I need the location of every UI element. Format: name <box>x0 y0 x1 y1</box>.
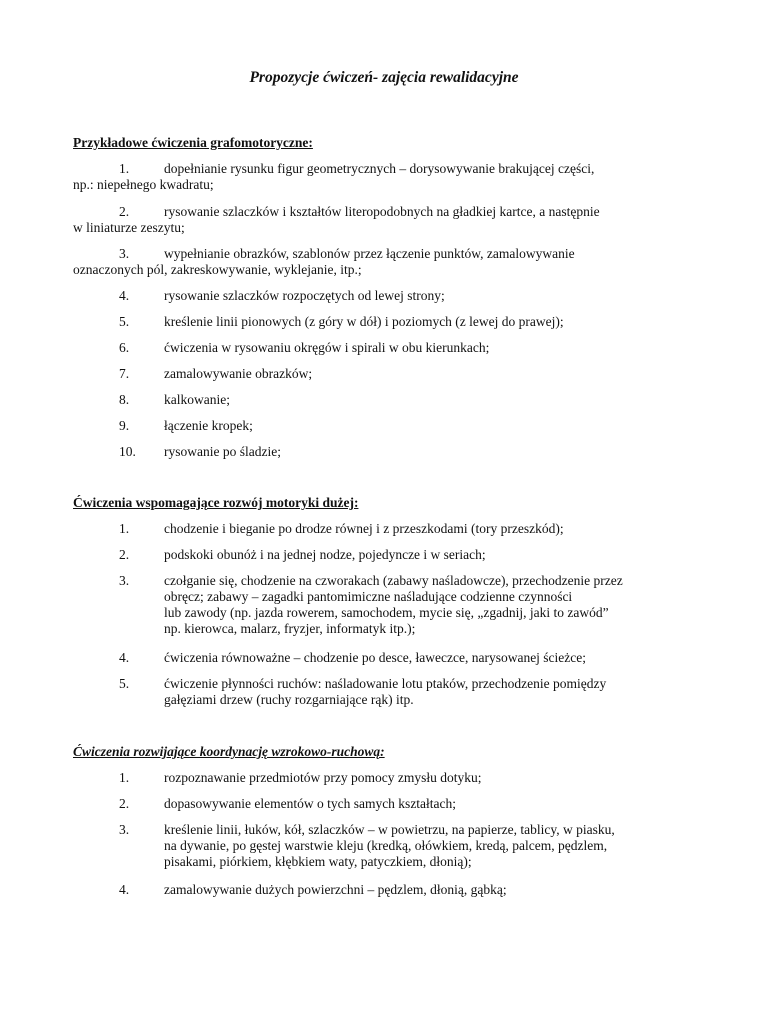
list-item <box>73 573 703 637</box>
section-heading-motoryka-duza: Ćwiczenia wspomagające rozwój motoryki dużej: <box>73 495 359 510</box>
item-text: rozpoznawanie przedmiotów przy pomocy zmysłu dotyku; <box>164 770 482 785</box>
list-item <box>73 676 703 708</box>
item-text: ćwiczenia równoważne – chodzenie po desce, ławeczce, narysowanej ścieżce; <box>164 650 587 665</box>
item-number: 3. <box>119 573 130 588</box>
item-text: ćwiczenie płynności ruchów: naśladowanie lotu ptaków, przechodzenie pomiędzy <box>164 676 607 691</box>
item-text: kalkowanie; <box>164 392 230 407</box>
item-text: gałęziami drzew (ruchy rozgarniające rąk) itp. <box>164 692 414 707</box>
item-number: 2. <box>119 547 130 562</box>
item-number: 4. <box>119 288 130 303</box>
list-item <box>73 418 703 434</box>
item-text: kreślenie linii pionowych (z góry w dół) i poziomych (z lewej do prawej); <box>164 314 564 329</box>
list-item <box>73 444 703 460</box>
item-number: 7. <box>119 366 130 381</box>
item-text: dopasowywanie elementów o tych samych kształtach; <box>164 796 457 811</box>
item-text: chodzenie i bieganie po drodze równej i z przeszkodami (tory przeszkód); <box>164 521 564 536</box>
item-text: dopełnianie rysunku figur geometrycznych – dorysowywanie brakującej części, <box>164 161 595 176</box>
list-item <box>73 288 703 304</box>
item-number: 5. <box>119 676 130 691</box>
item-text: kreślenie linii, łuków, kół, szlaczków – w powietrzu, na papierze, tablicy, w piasku, <box>164 822 615 837</box>
item-text: na dywanie, po gęstej warstwie kleju (kredką, ołówkiem, kredą, palcem, pędzlem, <box>164 838 608 853</box>
list-item <box>73 796 703 812</box>
item-text: wypełnianie obrazków, szablonów przez łączenie punktów, zamalowywanie <box>164 246 575 261</box>
item-number: 9. <box>119 418 130 433</box>
item-text: podskoki obunóż i na jednej nodze, pojedyncze i w seriach; <box>164 547 486 562</box>
item-text: łączenie kropek; <box>164 418 253 433</box>
item-number: 4. <box>119 650 130 665</box>
list-item <box>73 650 703 666</box>
list-item <box>73 392 703 408</box>
item-number: 2. <box>119 204 130 219</box>
item-text: obręcz; zabawy – zagadki pantomimiczne naśladujące codzienne czynności <box>164 589 573 604</box>
item-number: 4. <box>119 882 130 897</box>
item-text: lub zawody (np. jazda rowerem, samochodem, mycie się, „zgadnij, jaki to zawód” <box>164 605 609 620</box>
list-item <box>73 521 703 537</box>
list-item <box>73 366 703 382</box>
item-number: 6. <box>119 340 130 355</box>
section-heading-koordynacja: Ćwiczenia rozwijające koordynację wzrokowo-ruchową: <box>73 744 385 759</box>
item-text: rysowanie po śladzie; <box>164 444 281 459</box>
list-item <box>73 246 703 278</box>
item-text: w liniaturze zeszytu; <box>73 220 185 235</box>
item-text: pisakami, piórkiem, kłębkiem waty, patyczkiem, dłonią); <box>164 854 472 869</box>
item-text: rysowanie szlaczków rozpoczętych od lewej strony; <box>164 288 445 303</box>
item-text: zamalowywanie obrazków; <box>164 366 313 381</box>
item-number: 3. <box>119 822 130 837</box>
list-item <box>73 340 703 356</box>
list-item <box>73 882 703 898</box>
item-number: 1. <box>119 161 130 176</box>
list-item <box>73 822 703 870</box>
list-item <box>73 547 703 563</box>
item-number: 2. <box>119 796 130 811</box>
list-item <box>73 161 703 193</box>
item-text: np.: niepełnego kwadratu; <box>73 177 214 192</box>
section-heading-grafomotoryczne: Przykładowe ćwiczenia grafomotoryczne: <box>73 135 313 150</box>
item-text: zamalowywanie dużych powierzchni – pędzlem, dłonią, gąbką; <box>164 882 507 897</box>
list-item <box>73 770 703 786</box>
page-title: Propozycje ćwiczeń- zajęcia rewalidacyjne <box>249 69 519 86</box>
list-item <box>73 314 703 330</box>
item-number: 10. <box>119 444 136 459</box>
item-text: oznaczonych pól, zakreskowywanie, wyklejanie, itp.; <box>73 262 362 277</box>
item-number: 8. <box>119 392 130 407</box>
item-number: 1. <box>119 770 130 785</box>
item-number: 5. <box>119 314 130 329</box>
item-text: ćwiczenia w rysowaniu okręgów i spirali w obu kierunkach; <box>164 340 490 355</box>
item-number: 1. <box>119 521 130 536</box>
item-text: czołganie się, chodzenie na czworakach (zabawy naśladowcze), przechodzenie przez <box>164 573 623 588</box>
item-text: rysowanie szlaczków i kształtów literopodobnych na gładkiej kartce, a następnie <box>164 204 600 219</box>
list-item <box>73 204 703 236</box>
item-text: np. kierowca, malarz, fryzjer, informatyk itp.); <box>164 621 416 636</box>
item-number: 3. <box>119 246 130 261</box>
